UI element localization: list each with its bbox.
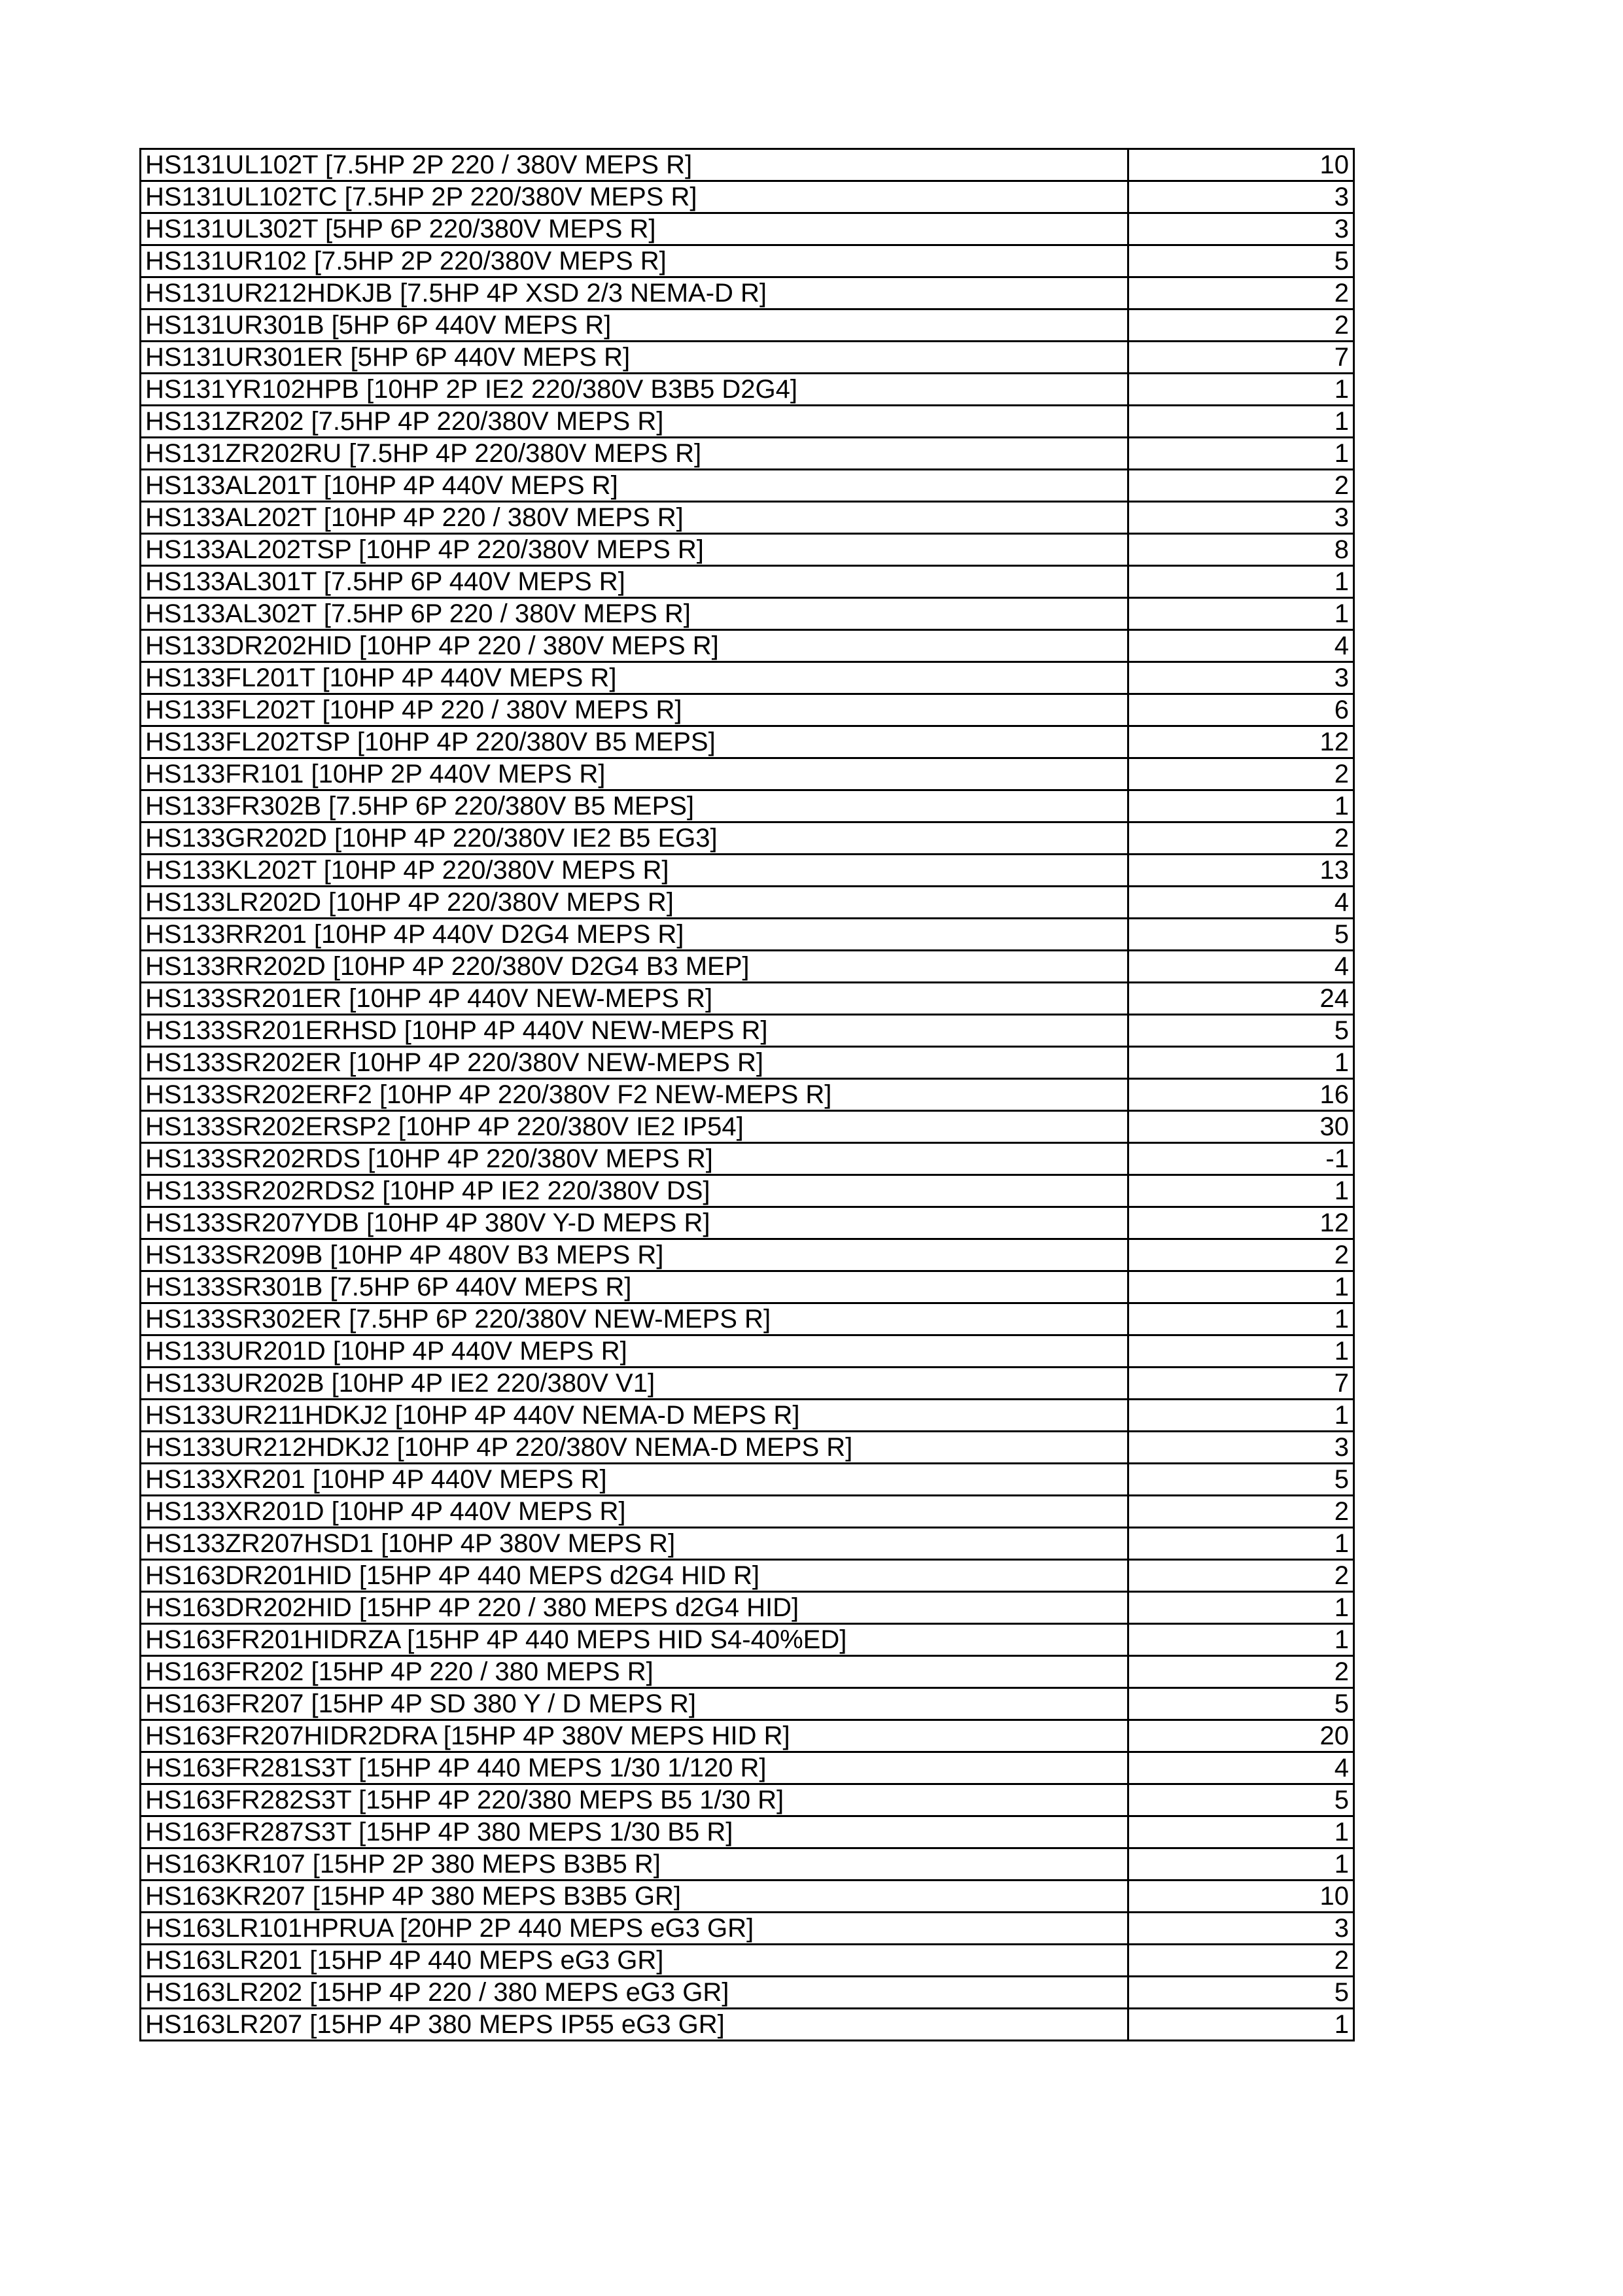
product-description-cell: HS133FL201T [10HP 4P 440V MEPS R] <box>141 662 1128 694</box>
quantity-cell: 1 <box>1128 1400 1354 1432</box>
table-row <box>141 470 1354 502</box>
product-description-cell: HS133FL202TSP [10HP 4P 220/380V B5 MEPS] <box>141 726 1128 758</box>
table-row <box>141 726 1354 758</box>
inventory-table-body <box>141 149 1354 2041</box>
quantity-cell: 5 <box>1128 1784 1354 1816</box>
table-row <box>141 1047 1354 1079</box>
table-row <box>141 1015 1354 1047</box>
table-row <box>141 1432 1354 1464</box>
quantity-cell: 30 <box>1128 1111 1354 1143</box>
product-description-cell: HS133ZR207HSD1 [10HP 4P 380V MEPS R] <box>141 1528 1128 1560</box>
quantity-cell: 8 <box>1128 534 1354 566</box>
product-description-cell: HS163LR207 [15HP 4P 380 MEPS IP55 eG3 GR] <box>141 2009 1128 2041</box>
product-description-cell: HS133AL201T [10HP 4P 440V MEPS R] <box>141 470 1128 502</box>
quantity-cell: 1 <box>1128 598 1354 630</box>
table-row <box>141 1335 1354 1368</box>
table-row <box>141 1271 1354 1303</box>
quantity-cell: 4 <box>1128 630 1354 662</box>
quantity-cell: 12 <box>1128 726 1354 758</box>
product-description-cell: HS133SR301B [7.5HP 6P 440V MEPS R] <box>141 1271 1128 1303</box>
table-row <box>141 1848 1354 1881</box>
product-description-cell: HS133SR302ER [7.5HP 6P 220/380V NEW-MEPS R] <box>141 1303 1128 1335</box>
quantity-cell: 1 <box>1128 1047 1354 1079</box>
table-row <box>141 887 1354 919</box>
table-row <box>141 1464 1354 1496</box>
table-row <box>141 1207 1354 1239</box>
product-description-cell: HS133AL202T [10HP 4P 220 / 380V MEPS R] <box>141 502 1128 534</box>
quantity-cell: 1 <box>1128 406 1354 438</box>
quantity-cell: 24 <box>1128 983 1354 1015</box>
quantity-cell: 1 <box>1128 1816 1354 1848</box>
table-row <box>141 1528 1354 1560</box>
quantity-cell: 10 <box>1128 149 1354 181</box>
quantity-cell: 5 <box>1128 1977 1354 2009</box>
product-description-cell: HS133XR201D [10HP 4P 440V MEPS R] <box>141 1496 1128 1528</box>
table-row <box>141 534 1354 566</box>
product-description-cell: HS163KR107 [15HP 2P 380 MEPS B3B5 R] <box>141 1848 1128 1881</box>
product-description-cell: HS133AL202TSP [10HP 4P 220/380V MEPS R] <box>141 534 1128 566</box>
product-description-cell: HS131YR102HPB [10HP 2P IE2 220/380V B3B5 D2G4] <box>141 374 1128 406</box>
quantity-cell: 2 <box>1128 1656 1354 1688</box>
product-description-cell: HS131UL302T [5HP 6P 220/380V MEPS R] <box>141 213 1128 245</box>
table-row <box>141 1143 1354 1175</box>
quantity-cell: 7 <box>1128 342 1354 374</box>
quantity-cell: 3 <box>1128 502 1354 534</box>
product-description-cell: HS133KL202T [10HP 4P 220/380V MEPS R] <box>141 855 1128 887</box>
table-row <box>141 1079 1354 1111</box>
quantity-cell: 13 <box>1128 855 1354 887</box>
quantity-cell: 1 <box>1128 1528 1354 1560</box>
product-description-cell: HS163DR202HID [15HP 4P 220 / 380 MEPS d2G4 HID] <box>141 1592 1128 1624</box>
table-row <box>141 1688 1354 1720</box>
table-row <box>141 1784 1354 1816</box>
product-description-cell: HS163LR201 [15HP 4P 440 MEPS eG3 GR] <box>141 1945 1128 1977</box>
table-row <box>141 245 1354 277</box>
product-description-cell: HS133UR201D [10HP 4P 440V MEPS R] <box>141 1335 1128 1368</box>
quantity-cell: 5 <box>1128 245 1354 277</box>
table-row <box>141 1400 1354 1432</box>
table-row <box>141 1624 1354 1656</box>
product-description-cell: HS133SR202ER [10HP 4P 220/380V NEW-MEPS R] <box>141 1047 1128 1079</box>
product-description-cell: HS133DR202HID [10HP 4P 220 / 380V MEPS R] <box>141 630 1128 662</box>
table-row <box>141 2009 1354 2041</box>
quantity-cell: 4 <box>1128 1752 1354 1784</box>
quantity-cell: 2 <box>1128 1496 1354 1528</box>
product-description-cell: HS133SR207YDB [10HP 4P 380V Y-D MEPS R] <box>141 1207 1128 1239</box>
product-description-cell: HS133FR101 [10HP 2P 440V MEPS R] <box>141 758 1128 790</box>
table-row <box>141 438 1354 470</box>
quantity-cell: 5 <box>1128 1015 1354 1047</box>
quantity-cell: 4 <box>1128 887 1354 919</box>
product-description-cell: HS163FR207 [15HP 4P SD 380 Y / D MEPS R] <box>141 1688 1128 1720</box>
quantity-cell: 1 <box>1128 1175 1354 1207</box>
product-description-cell: HS163FR207HIDR2DRA [15HP 4P 380V MEPS HID R] <box>141 1720 1128 1752</box>
quantity-cell: 3 <box>1128 213 1354 245</box>
quantity-cell: 1 <box>1128 1624 1354 1656</box>
table-row <box>141 1303 1354 1335</box>
quantity-cell: 1 <box>1128 1592 1354 1624</box>
product-description-cell: HS131UR301B [5HP 6P 440V MEPS R] <box>141 309 1128 342</box>
table-row <box>141 758 1354 790</box>
quantity-cell: 1 <box>1128 374 1354 406</box>
table-row <box>141 1720 1354 1752</box>
quantity-cell: 7 <box>1128 1368 1354 1400</box>
table-row <box>141 694 1354 726</box>
quantity-cell: 3 <box>1128 662 1354 694</box>
product-description-cell: HS163LR202 [15HP 4P 220 / 380 MEPS eG3 GR] <box>141 1977 1128 2009</box>
table-row <box>141 1945 1354 1977</box>
table-row <box>141 790 1354 822</box>
product-description-cell: HS163FR287S3T [15HP 4P 380 MEPS 1/30 B5 R] <box>141 1816 1128 1848</box>
quantity-cell: 2 <box>1128 309 1354 342</box>
product-description-cell: HS131UL102TC [7.5HP 2P 220/380V MEPS R] <box>141 181 1128 213</box>
quantity-cell: 6 <box>1128 694 1354 726</box>
table-row <box>141 1977 1354 2009</box>
table-row <box>141 1368 1354 1400</box>
product-description-cell: HS163FR201HIDRZA [15HP 4P 440 MEPS HID S4-40%ED] <box>141 1624 1128 1656</box>
product-description-cell: HS133SR202ERSP2 [10HP 4P 220/380V IE2 IP54] <box>141 1111 1128 1143</box>
product-description-cell: HS133FR302B [7.5HP 6P 220/380V B5 MEPS] <box>141 790 1128 822</box>
product-description-cell: HS133UR202B [10HP 4P IE2 220/380V V1] <box>141 1368 1128 1400</box>
quantity-cell: 1 <box>1128 790 1354 822</box>
quantity-cell: 2 <box>1128 1239 1354 1271</box>
quantity-cell: 1 <box>1128 1335 1354 1368</box>
quantity-cell: 1 <box>1128 1848 1354 1881</box>
table-row <box>141 1175 1354 1207</box>
inventory-table <box>139 148 1355 2041</box>
quantity-cell: 2 <box>1128 1560 1354 1592</box>
table-row <box>141 1111 1354 1143</box>
table-row <box>141 662 1354 694</box>
product-description-cell: HS133RR201 [10HP 4P 440V D2G4 MEPS R] <box>141 919 1128 951</box>
product-description-cell: HS133RR202D [10HP 4P 220/380V D2G4 B3 MEP] <box>141 951 1128 983</box>
product-description-cell: HS133SR201ER [10HP 4P 440V NEW-MEPS R] <box>141 983 1128 1015</box>
table-row <box>141 1752 1354 1784</box>
product-description-cell: HS131ZR202RU [7.5HP 4P 220/380V MEPS R] <box>141 438 1128 470</box>
product-description-cell: HS133SR202RDS2 [10HP 4P IE2 220/380V DS] <box>141 1175 1128 1207</box>
product-description-cell: HS133FL202T [10HP 4P 220 / 380V MEPS R] <box>141 694 1128 726</box>
table-row <box>141 1881 1354 1913</box>
table-row <box>141 309 1354 342</box>
quantity-cell: -1 <box>1128 1143 1354 1175</box>
table-row <box>141 855 1354 887</box>
table-row <box>141 149 1354 181</box>
table-row <box>141 1560 1354 1592</box>
product-description-cell: HS163KR207 [15HP 4P 380 MEPS B3B5 GR] <box>141 1881 1128 1913</box>
product-description-cell: HS133SR209B [10HP 4P 480V B3 MEPS R] <box>141 1239 1128 1271</box>
table-row <box>141 919 1354 951</box>
product-description-cell: HS131UR301ER [5HP 6P 440V MEPS R] <box>141 342 1128 374</box>
quantity-cell: 2 <box>1128 822 1354 855</box>
product-description-cell: HS133SR201ERHSD [10HP 4P 440V NEW-MEPS R] <box>141 1015 1128 1047</box>
quantity-cell: 1 <box>1128 2009 1354 2041</box>
product-description-cell: HS131UR212HDKJB [7.5HP 4P XSD 2/3 NEMA-D R] <box>141 277 1128 309</box>
quantity-cell: 2 <box>1128 470 1354 502</box>
product-description-cell: HS163FR202 [15HP 4P 220 / 380 MEPS R] <box>141 1656 1128 1688</box>
product-description-cell: HS131ZR202 [7.5HP 4P 220/380V MEPS R] <box>141 406 1128 438</box>
table-row <box>141 1913 1354 1945</box>
quantity-cell: 3 <box>1128 181 1354 213</box>
table-row <box>141 1816 1354 1848</box>
table-row <box>141 951 1354 983</box>
product-description-cell: HS133SR202RDS [10HP 4P 220/380V MEPS R] <box>141 1143 1128 1175</box>
quantity-cell: 3 <box>1128 1913 1354 1945</box>
table-row <box>141 374 1354 406</box>
table-row <box>141 1239 1354 1271</box>
product-description-cell: HS133LR202D [10HP 4P 220/380V MEPS R] <box>141 887 1128 919</box>
quantity-cell: 3 <box>1128 1432 1354 1464</box>
product-description-cell: HS163FR281S3T [15HP 4P 440 MEPS 1/30 1/120 R] <box>141 1752 1128 1784</box>
quantity-cell: 1 <box>1128 1303 1354 1335</box>
quantity-cell: 10 <box>1128 1881 1354 1913</box>
table-row <box>141 213 1354 245</box>
table-row <box>141 566 1354 598</box>
quantity-cell: 2 <box>1128 277 1354 309</box>
table-row <box>141 1592 1354 1624</box>
product-description-cell: HS131UL102T [7.5HP 2P 220 / 380V MEPS R] <box>141 149 1128 181</box>
product-description-cell: HS133AL301T [7.5HP 6P 440V MEPS R] <box>141 566 1128 598</box>
product-description-cell: HS133UR212HDKJ2 [10HP 4P 220/380V NEMA-D MEPS R] <box>141 1432 1128 1464</box>
table-row <box>141 983 1354 1015</box>
quantity-cell: 5 <box>1128 1688 1354 1720</box>
quantity-cell: 2 <box>1128 758 1354 790</box>
product-description-cell: HS133SR202ERF2 [10HP 4P 220/380V F2 NEW-MEPS R] <box>141 1079 1128 1111</box>
quantity-cell: 20 <box>1128 1720 1354 1752</box>
product-description-cell: HS163LR101HPRUA [20HP 2P 440 MEPS eG3 GR] <box>141 1913 1128 1945</box>
quantity-cell: 5 <box>1128 1464 1354 1496</box>
product-description-cell: HS133UR211HDKJ2 [10HP 4P 440V NEMA-D MEPS R] <box>141 1400 1128 1432</box>
table-row <box>141 598 1354 630</box>
product-description-cell: HS133AL302T [7.5HP 6P 220 / 380V MEPS R] <box>141 598 1128 630</box>
table-row <box>141 822 1354 855</box>
product-description-cell: HS133GR202D [10HP 4P 220/380V IE2 B5 EG3] <box>141 822 1128 855</box>
table-row <box>141 406 1354 438</box>
product-description-cell: HS163FR282S3T [15HP 4P 220/380 MEPS B5 1/30 R] <box>141 1784 1128 1816</box>
product-description-cell: HS131UR102 [7.5HP 2P 220/380V MEPS R] <box>141 245 1128 277</box>
quantity-cell: 12 <box>1128 1207 1354 1239</box>
product-description-cell: HS133XR201 [10HP 4P 440V MEPS R] <box>141 1464 1128 1496</box>
quantity-cell: 1 <box>1128 566 1354 598</box>
table-row <box>141 277 1354 309</box>
table-row <box>141 342 1354 374</box>
quantity-cell: 2 <box>1128 1945 1354 1977</box>
quantity-cell: 16 <box>1128 1079 1354 1111</box>
table-row <box>141 630 1354 662</box>
quantity-cell: 4 <box>1128 951 1354 983</box>
product-description-cell: HS163DR201HID [15HP 4P 440 MEPS d2G4 HID R] <box>141 1560 1128 1592</box>
table-row <box>141 502 1354 534</box>
table-row <box>141 1656 1354 1688</box>
quantity-cell: 1 <box>1128 1271 1354 1303</box>
table-row <box>141 1496 1354 1528</box>
table-row <box>141 181 1354 213</box>
quantity-cell: 5 <box>1128 919 1354 951</box>
quantity-cell: 1 <box>1128 438 1354 470</box>
